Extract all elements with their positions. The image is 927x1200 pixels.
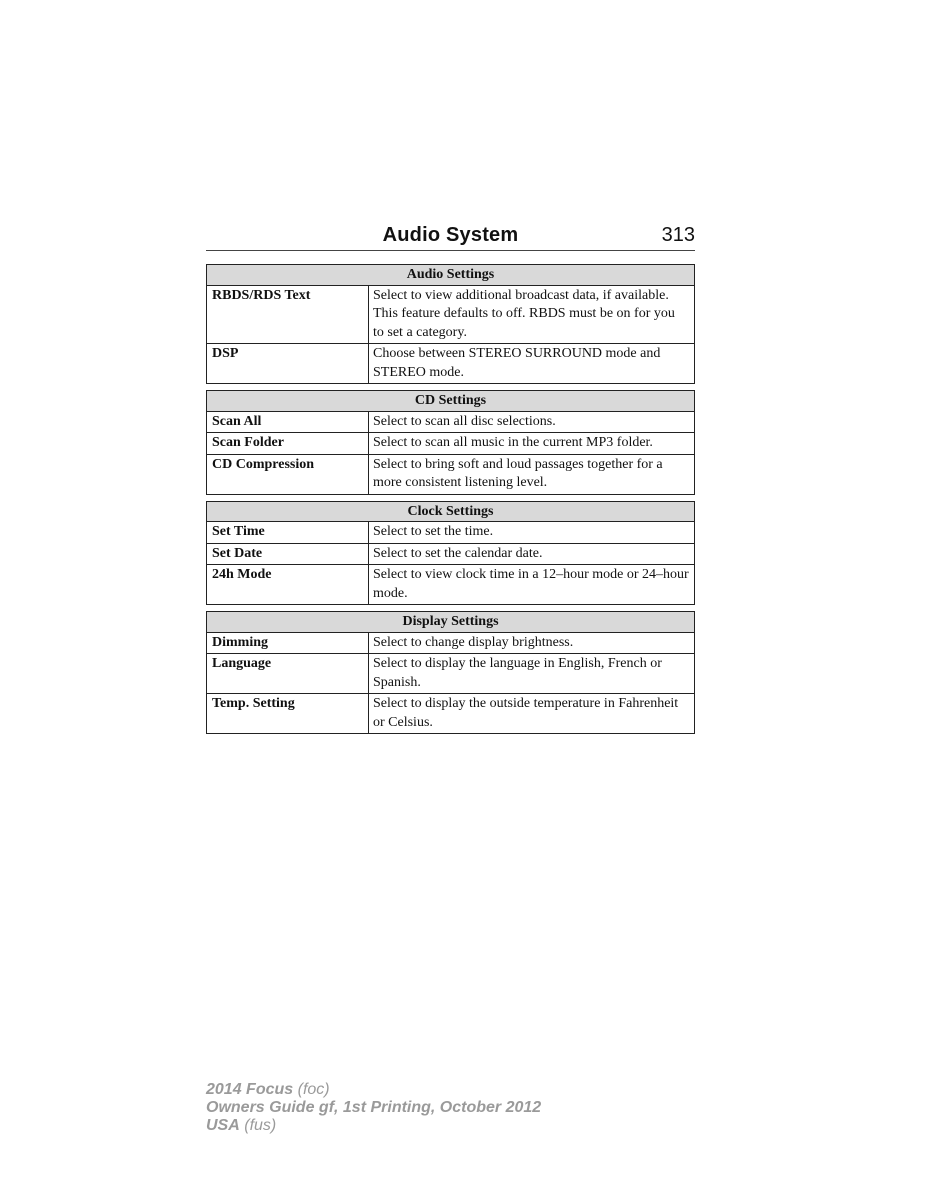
footer-line-3 [206,1117,541,1135]
setting-name: Scan All [207,411,369,433]
setting-name: Scan Folder [207,433,369,455]
cd-settings-table [206,390,695,495]
table-row [207,411,695,433]
setting-description: Select to set the time. [369,522,695,544]
audio-settings-table [206,264,695,384]
setting-description: Select to bring soft and loud passages together for a more consistent listening level. [369,454,695,494]
table-title: Display Settings [207,612,695,633]
setting-description: Select to display the language in English, French or Spanish. [369,654,695,694]
page-header [206,222,695,251]
table-title: Audio Settings [207,265,695,286]
setting-name: 24h Mode [207,565,369,605]
table-title: CD Settings [207,391,695,412]
table-row [207,454,695,494]
footer-line-2: Owners Guide gf, 1st Printing, October 2012 [206,1099,542,1116]
setting-description: Select to scan all music in the current MP3 folder. [369,433,695,455]
setting-description: Select to set the calendar date. [369,543,695,565]
setting-name: Set Time [207,522,369,544]
setting-name: DSP [207,344,369,384]
page-number: 313 [661,224,695,246]
page-footer [206,1081,541,1135]
footer-market-code: (fus) [244,1117,277,1134]
setting-description: Select to scan all disc selections. [369,411,695,433]
table-row [207,285,695,344]
setting-name: Dimming [207,632,369,654]
footer-line-1 [206,1081,541,1099]
setting-name: RBDS/RDS Text [207,285,369,344]
table-row [207,433,695,455]
setting-description: Select to view additional broadcast data, if available. This feature defaults to off. RBDS must be on for you to set a category. [369,285,695,344]
footer-market: USA [206,1117,240,1134]
setting-name: CD Compression [207,454,369,494]
table-row [207,565,695,605]
setting-description: Select to change display brightness. [369,632,695,654]
table-row [207,522,695,544]
table-row [207,543,695,565]
setting-description: Choose between STEREO SURROUND mode and STEREO mode. [369,344,695,384]
display-settings-table [206,611,695,734]
table-row [207,694,695,734]
setting-description: Select to view clock time in a 12–hour mode or 24–hour mode. [369,565,695,605]
page-title: Audio System [382,224,519,246]
setting-name: Language [207,654,369,694]
setting-name: Set Date [207,543,369,565]
table-title: Clock Settings [207,501,695,522]
clock-settings-table [206,501,695,606]
table-row [207,632,695,654]
table-row [207,654,695,694]
table-row [207,344,695,384]
setting-description: Select to display the outside temperature in Fahrenheit or Celsius. [369,694,695,734]
setting-name: Temp. Setting [207,694,369,734]
footer-model-code: (foc) [297,1081,330,1098]
settings-tables [206,264,695,740]
footer-model: 2014 Focus [206,1081,294,1098]
